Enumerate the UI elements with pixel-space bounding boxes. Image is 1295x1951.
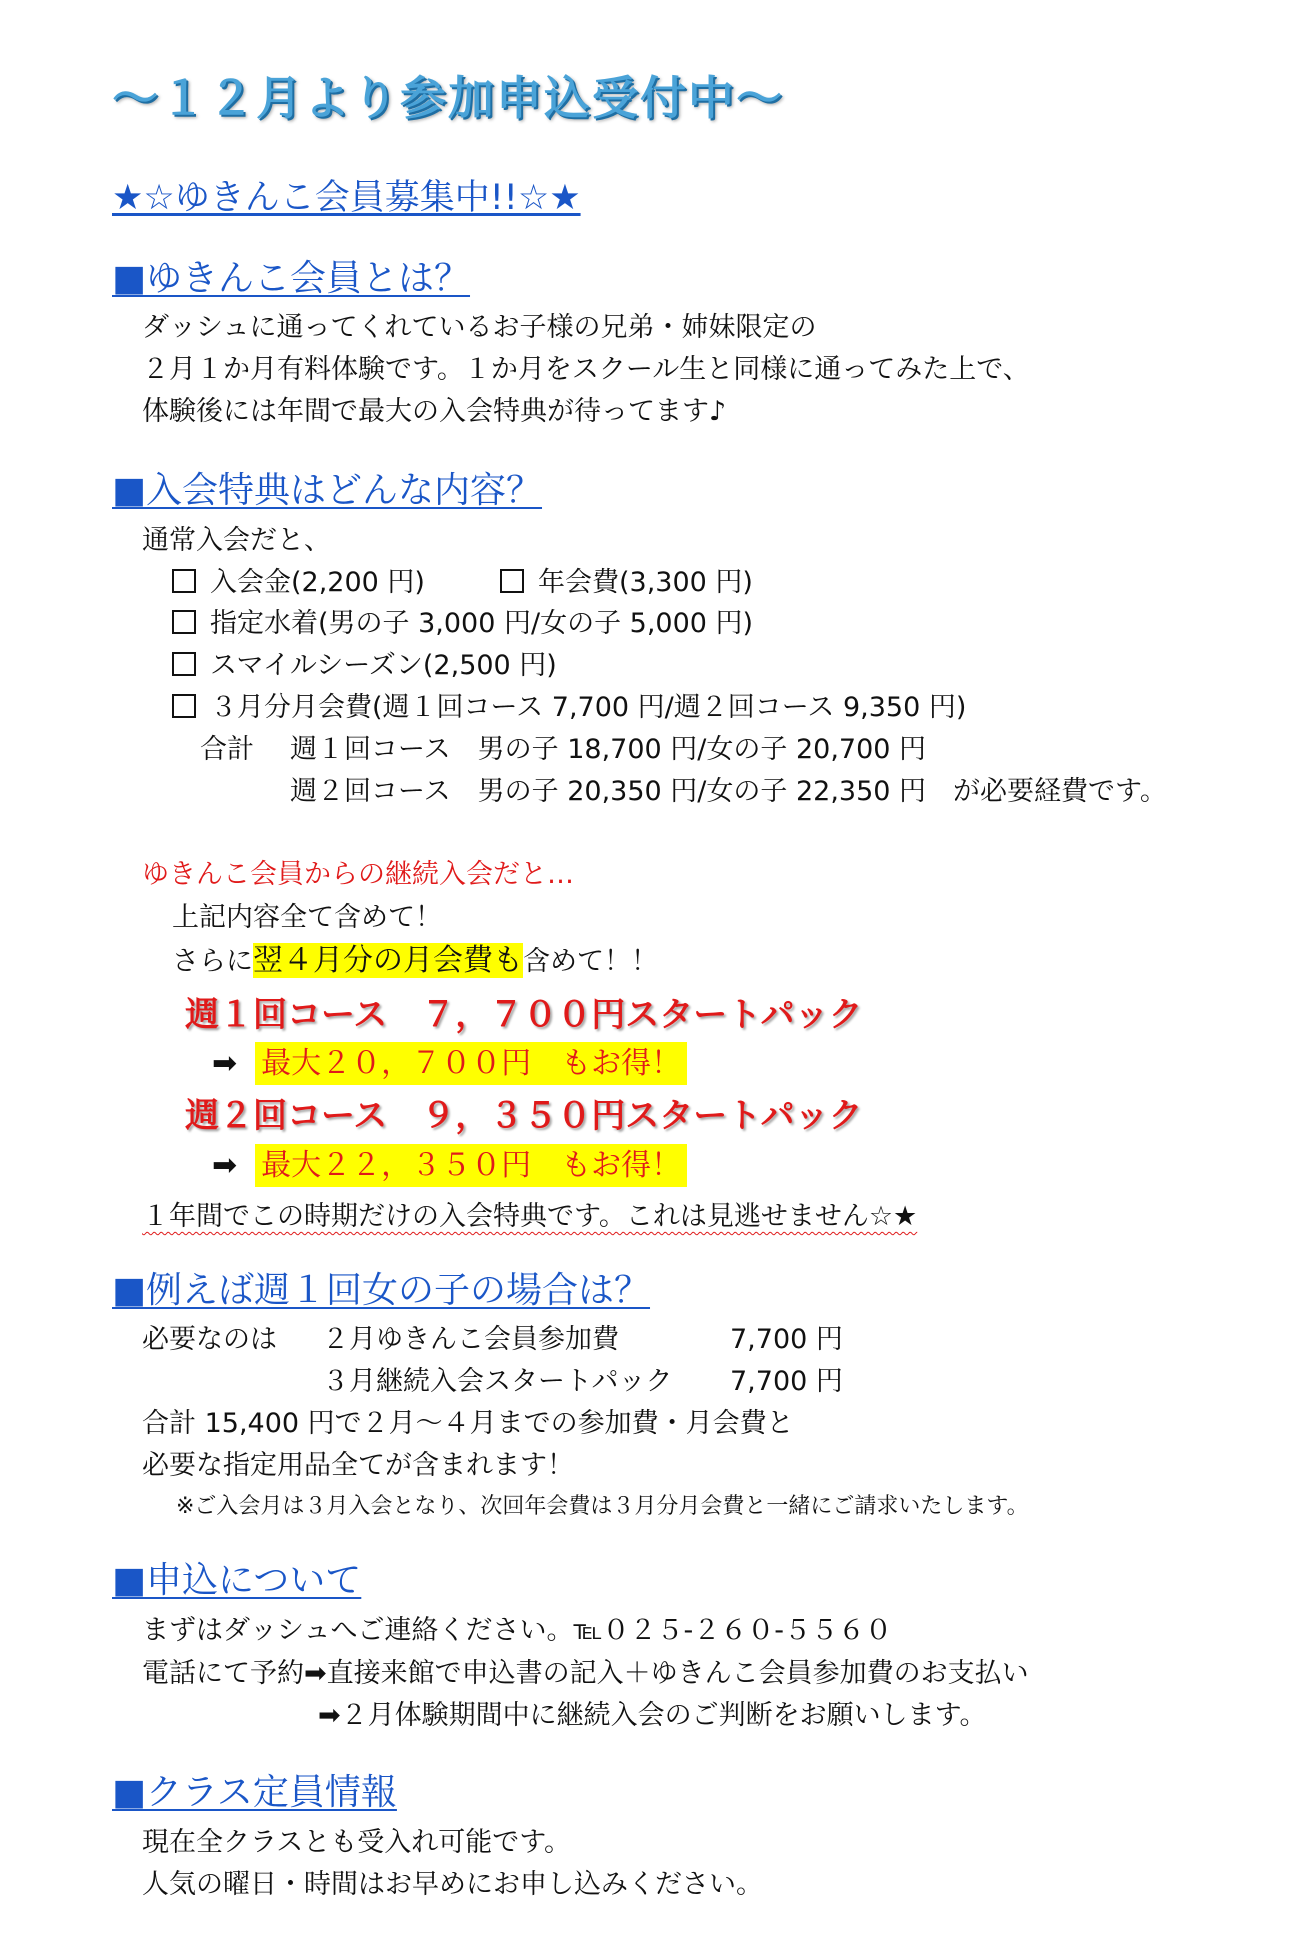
arrow-right-icon: ➡: [212, 1046, 238, 1081]
saving-row-2: [212, 1140, 687, 1184]
total-line-1: 週１回コース 男の子 18,700 円/女の子 20,700 円: [290, 734, 927, 765]
pack-1: 週１回コース ７，７００円スタートパック: [185, 995, 863, 1035]
apply-line-3: ➡２月体験期間中に継続入会のご判断をお願いします。: [318, 1700, 987, 1731]
recruit-banner: ★☆ゆきんこ会員募集中!!☆★: [112, 178, 581, 218]
benefits-closing: １年間でこの時期だけの入会特典です。これは見逃せません☆★: [142, 1201, 918, 1232]
continue-line-2: さらに翌４月分の月会費も含めて！！: [172, 943, 658, 978]
about-line-2: ２月１か月有料体験です。１か月をスクール生と同様に通ってみた上で、: [142, 354, 1030, 385]
checkbox-icon: [172, 569, 196, 593]
heading-benefits: ■入会特典はどんな内容？: [112, 470, 543, 511]
continue-note: ゆきんこ会員からの継続入会だと…: [142, 859, 574, 890]
capacity-line-1: 現在全クラスとも受入れ可能です。: [142, 1827, 572, 1858]
total-line-2: 週２回コース 男の子 20,350 円/女の子 22,350 円 が必要経費です。: [290, 776, 1167, 807]
about-line-1: ダッシュに通ってくれているお子様の兄弟・姉妹限定の: [142, 312, 817, 343]
heading-example: ■例えば週１回女の子の場合は？: [112, 1270, 651, 1311]
benefit-item: 年会費(3,300 円): [500, 560, 753, 599]
example-row-1-value: 7,700 円: [730, 1324, 843, 1355]
example-note: ※ご入会月は３月入会となり、次回年会費は３月分月会費と一緒にご請求いたします。: [176, 1494, 1029, 1519]
highlight-text: 翌４月分の月会費も: [253, 943, 523, 978]
example-row-2-label: ３月継続入会スタートパック: [322, 1366, 673, 1397]
example-row-2-value: 7,700 円: [730, 1366, 843, 1397]
saving-2: 最大２２，３５０円 もお得！: [255, 1144, 687, 1187]
need-label: 必要なのは: [142, 1324, 277, 1355]
example-total-1: 合計 15,400 円で２月～４月までの参加費・月会費と: [142, 1408, 794, 1439]
heading-apply: ■申込について: [112, 1560, 362, 1601]
heading-about: ■ゆきんこ会員とは？: [112, 258, 471, 299]
heading-capacity: ■クラス定員情報: [112, 1772, 397, 1813]
capacity-line-2: 人気の曜日・時間はお早めにお申し込みください。: [142, 1869, 763, 1900]
benefit-item: スマイルシーズン(2,500 円): [172, 643, 557, 682]
example-total-2: 必要な指定用品全てが含まれます！: [142, 1450, 574, 1481]
arrow-right-icon: ➡: [212, 1148, 238, 1183]
total-label: 合計: [200, 734, 254, 765]
checkbox-icon: [172, 694, 196, 718]
continue-line-1: 上記内容全て含めて！: [172, 902, 442, 933]
benefits-intro: 通常入会だと、: [142, 525, 331, 556]
saving-row-1: [212, 1038, 687, 1082]
checkbox-icon: [172, 652, 196, 676]
checkbox-icon: [500, 569, 524, 593]
benefit-item: 指定水着(男の子 3,000 円/女の子 5,000 円): [172, 601, 753, 640]
example-row-1-label: ２月ゆきんこ会員参加費: [322, 1324, 619, 1355]
apply-line-2: 電話にて予約➡直接来館で申込書の記入＋ゆきんこ会員参加費のお支払い: [142, 1658, 1029, 1689]
benefit-item: ３月分月会費(週１回コース 7,700 円/週２回コース 9,350 円): [172, 685, 966, 724]
about-line-3: 体験後には年間で最大の入会特典が待ってます♪: [142, 396, 727, 427]
apply-line-1: まずはダッシュへご連絡ください。℡０２５-２６０-５５６０: [142, 1615, 892, 1646]
benefit-item: 入会金(2,200 円): [172, 560, 425, 599]
pack-2: 週２回コース ９，３５０円スタートパック: [185, 1096, 863, 1136]
checkbox-icon: [172, 610, 196, 634]
page-title: ～１２月より参加申込受付中～: [112, 71, 784, 125]
saving-1: 最大２０，７００円 もお得！: [255, 1042, 687, 1085]
